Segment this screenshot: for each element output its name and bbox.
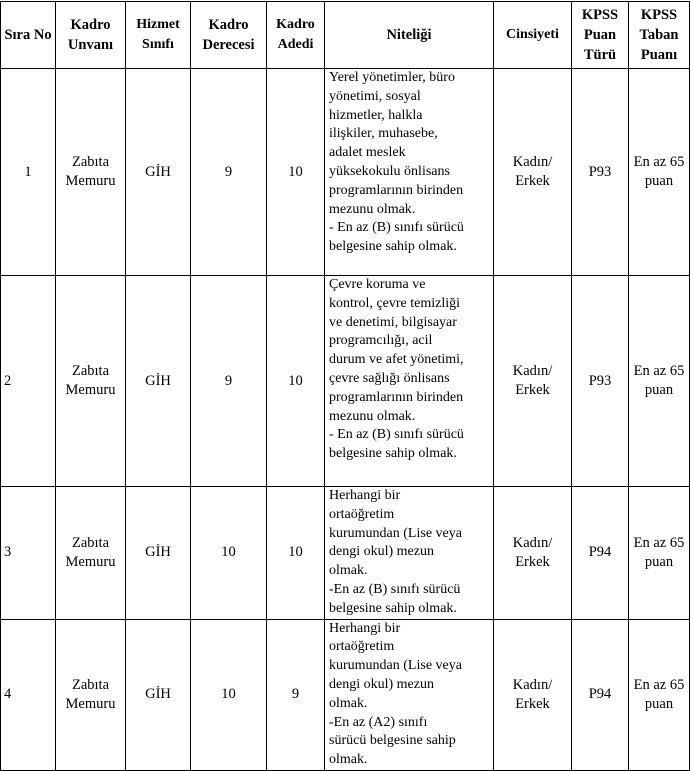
cell-cinsiyet: Kadın/ Erkek [494,69,572,276]
nitelik-line: - En az (B) sınıfı sürücü [329,427,464,443]
cell-sinif: GİH [126,69,191,276]
nitelik-line: Çevre koruma ve [329,277,426,292]
nitelik-line: programlarının birinden [329,389,464,405]
cell-sira: 2 [1,276,56,487]
nitelik-line: -En az (A2) sınıfı [329,714,428,730]
nitelik-line: hizmetler, halkla [329,107,423,123]
nitelik-line: - En az (B) sınıfı sürücü [329,220,464,236]
header-kadro-unvani: Kadro Unvanı [56,2,126,69]
cell-cinsiyet: Kadın/ Erkek [494,487,572,620]
nitelik-line: yönetimi, sosyal [329,88,421,104]
cell-nitelik [325,69,494,276]
cell-puan-turu: P93 [572,276,629,487]
cell-cinsiyet: Kadın/ Erkek [494,619,572,770]
nitelik-line: belgesine sahip olmak. [329,600,457,616]
cell-unvan: Zabıta Memuru [56,69,126,276]
header-row [1,2,690,69]
cell-adet: 10 [267,487,325,620]
cell-taban: En az 65 puan [629,619,690,770]
cell-nitelik [325,487,494,620]
nitelik-line: ortaöğretim [329,506,395,522]
header-kadro-adedi: Kadro Adedi [267,2,325,69]
nitelik-line: mezunu olmak. [329,408,416,424]
table-row [1,487,690,620]
nitelik-line: yüksekokulu önlisans [329,163,450,179]
cell-sinif: GİH [126,619,191,770]
cell-derece: 10 [191,619,267,770]
cell-puan-turu: P93 [572,69,629,276]
cell-cinsiyet: Kadın/ Erkek [494,276,572,487]
nitelik-line: belgesine sahip olmak. [329,239,457,255]
header-niteligi: Niteliği [325,2,494,69]
cell-sira: 1 [1,69,56,276]
nitelik-line: durum ve afet yönetimi, [329,352,464,368]
cell-unvan: Zabıta Memuru [56,487,126,620]
table-row [1,619,690,770]
nitelik-line: Herhangi bir [329,488,401,503]
nitelik-line: sürücü belgesine sahip [329,733,456,749]
nitelik-line: çevre sağlığı önlisans [329,370,450,386]
header-kpss-taban-puani: KPSS Taban Puanı [629,2,690,69]
nitelik-line: adalet meslek [329,145,406,161]
cell-nitelik [325,619,494,770]
nitelik-line: programlarının birinden [329,182,464,198]
header-hizmet-sinifi: Hizmet Sınıfı [126,2,191,69]
cell-puan-turu: P94 [572,619,629,770]
nitelik-line: kurumundan (Lise veya [329,525,462,541]
cell-adet: 10 [267,69,325,276]
cell-unvan: Zabıta Memuru [56,276,126,487]
cell-taban: En az 65 puan [629,487,690,620]
cell-adet: 9 [267,619,325,770]
cell-taban: En az 65 puan [629,276,690,487]
cell-adet: 10 [267,276,325,487]
cell-sira: 4 [1,619,56,770]
header-cinsiyeti: Cinsiyeti [494,2,572,69]
nitelik-line: olmak. [329,695,368,711]
nitelik-line: olmak. [329,752,368,768]
nitelik-line: ortaöğretim [329,639,395,655]
nitelik-line: olmak. [329,563,368,579]
nitelik-line: ve denetimi, bilgisayar [329,314,457,330]
table-row [1,69,690,276]
cell-sira: 3 [1,487,56,620]
nitelik-line: kurumundan (Lise veya [329,658,462,674]
cell-derece: 10 [191,487,267,620]
table-row [1,276,690,487]
cell-sinif: GİH [126,487,191,620]
cell-taban: En az 65 puan [629,69,690,276]
header-kpss-puan-turu: KPSS Puan Türü [572,2,629,69]
cell-sinif: GİH [126,276,191,487]
nitelik-line: dengi okul) mezun [329,676,434,692]
kadro-table [0,1,690,771]
nitelik-line: kontrol, çevre temizliği [329,295,461,311]
cell-nitelik [325,276,494,487]
nitelik-line: programcılığı, acil [329,333,433,349]
nitelik-line: dengi okul) mezun [329,544,434,560]
cell-puan-turu: P94 [572,487,629,620]
nitelik-line: -En az (B) sınıfı sürücü [329,581,461,597]
cell-derece: 9 [191,276,267,487]
header-kadro-derecesi: Kadro Derecesi [191,2,267,69]
nitelik-line: Yerel yönetimler, büro [329,70,455,85]
nitelik-line: belgesine sahip olmak. [329,446,457,462]
header-sira-no: Sıra No [1,2,56,69]
nitelik-line: Herhangi bir [329,620,401,636]
nitelik-line: ilişkiler, muhasebe, [329,126,438,142]
cell-unvan: Zabıta Memuru [56,619,126,770]
cell-derece: 9 [191,69,267,276]
nitelik-line: mezunu olmak. [329,201,416,217]
